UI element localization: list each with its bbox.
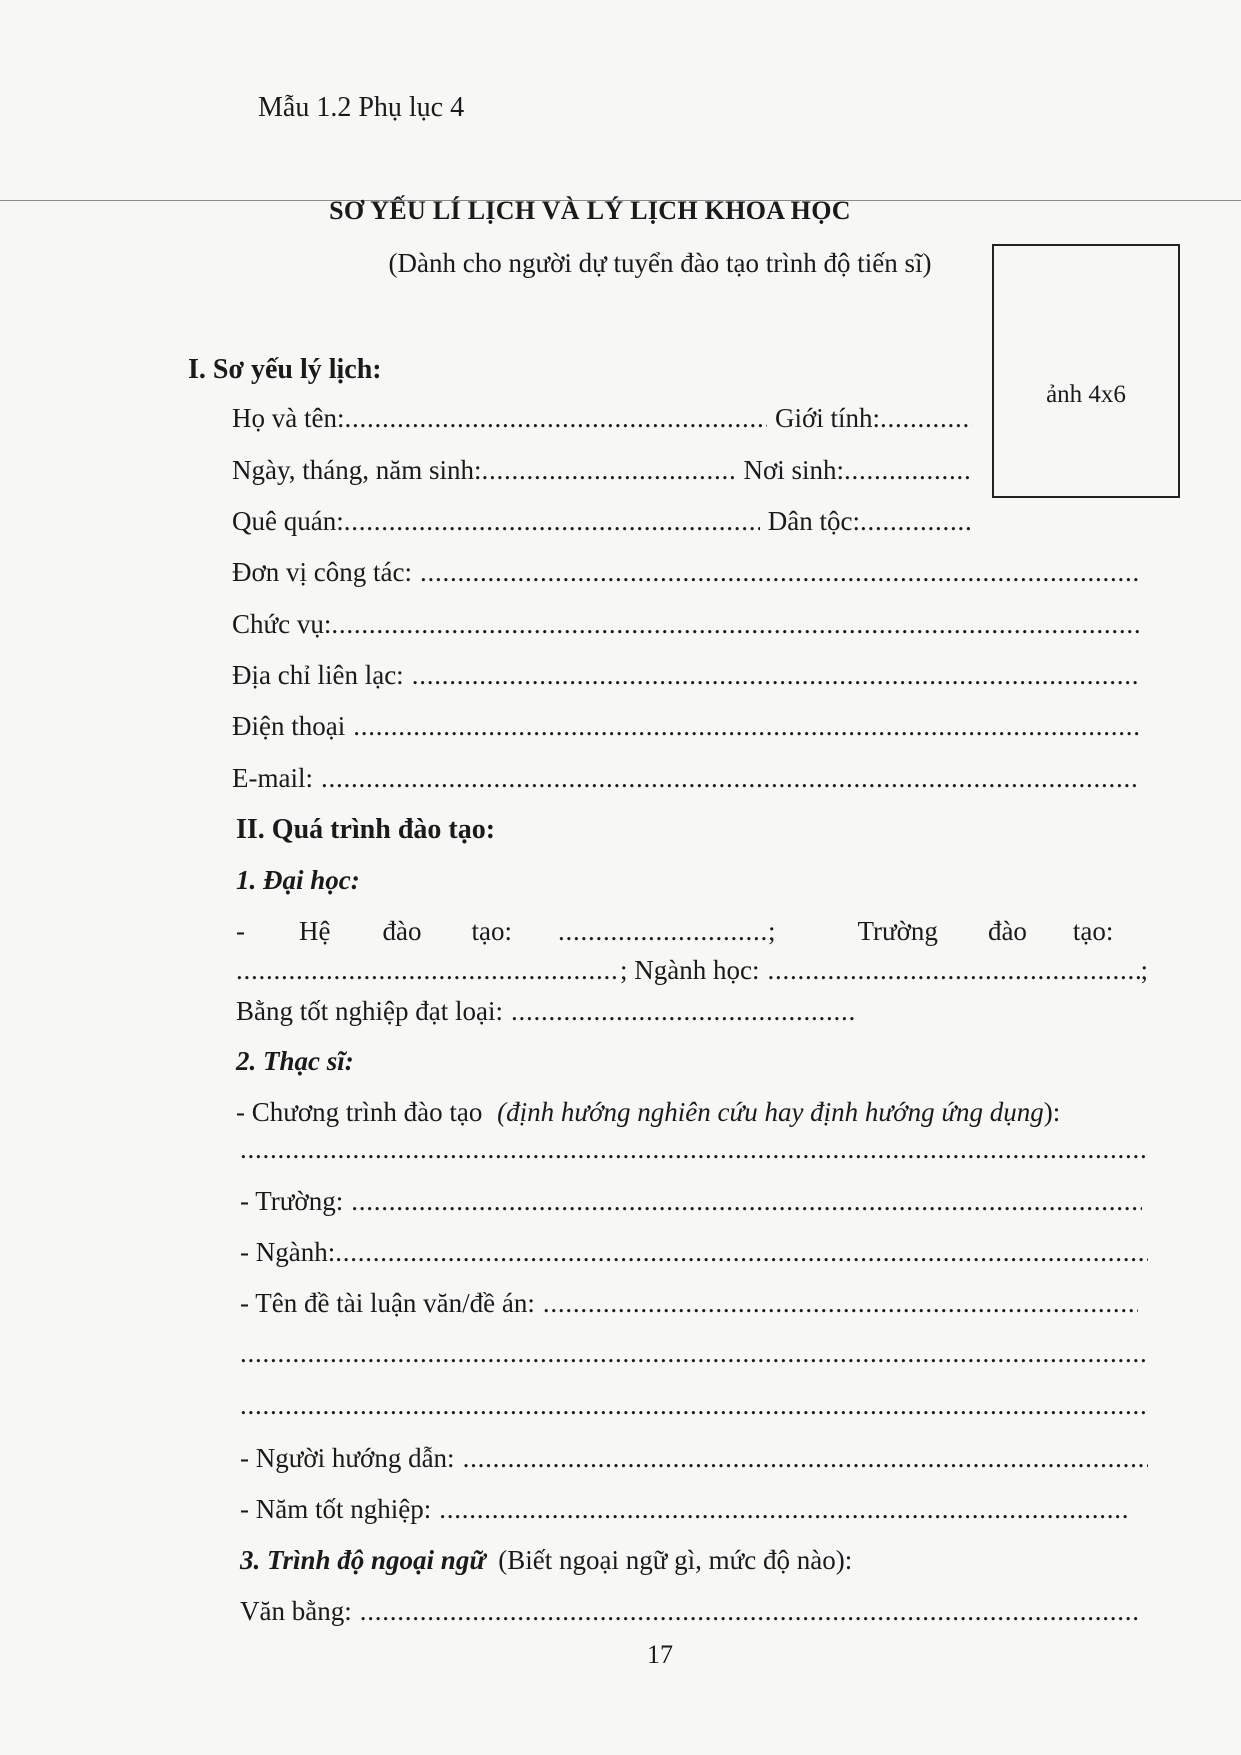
hometown-row xyxy=(232,506,972,537)
photo-placeholder[interactable] xyxy=(992,244,1180,498)
master-title: 2. Thạc sĩ: xyxy=(236,1046,354,1076)
position-field[interactable] xyxy=(331,609,1140,640)
university-title: 1. Đại học: xyxy=(236,865,360,895)
birthplace-field[interactable] xyxy=(844,455,972,486)
university-school-field[interactable] xyxy=(236,955,620,986)
school-word-3: tạo: xyxy=(1072,916,1114,946)
language-title: 3. Trình độ ngoại ngữ xyxy=(240,1545,486,1575)
advisor-row xyxy=(240,1443,1148,1474)
language-note: (Biết ngoại ngữ gì, mức độ nào): xyxy=(498,1545,853,1575)
gender-field[interactable] xyxy=(880,403,972,434)
university-mode-row: - Hệ đào tạo: . . . ; Trường đào tạo: xyxy=(236,916,1148,947)
position-row xyxy=(232,609,1140,640)
dob-field[interactable] xyxy=(481,455,735,486)
master-school-row xyxy=(240,1186,1142,1217)
position-label: Chức vụ: xyxy=(232,609,332,639)
advisor-field[interactable] xyxy=(463,1443,1148,1474)
language-row xyxy=(240,1545,852,1576)
master-program-row xyxy=(236,1097,1060,1128)
certificate-label: Văn bằng: xyxy=(240,1596,352,1626)
full-name-row xyxy=(232,403,972,434)
thesis-field-2[interactable] xyxy=(240,1338,1148,1369)
workplace-label: Đơn vị công tác: xyxy=(232,557,412,587)
dob-label: Ngày, tháng, năm sinh: xyxy=(232,455,482,485)
grad-year-row xyxy=(240,1494,1130,1525)
document-title: SƠ YẾU LÍ LỊCH VÀ LÝ LỊCH KHOA HỌC xyxy=(329,196,851,225)
university-major-label: ; Ngành học: xyxy=(620,955,760,985)
advisor-label: - Người hướng dẫn: xyxy=(240,1443,455,1473)
degree-field[interactable] xyxy=(511,996,856,1027)
birthplace-label: Nơi sinh: xyxy=(743,455,844,485)
mode-word-1: Hệ xyxy=(299,916,331,946)
thesis-field-3[interactable] xyxy=(240,1390,1148,1421)
thesis-label: - Tên đề tài luận văn/đề án: xyxy=(240,1288,535,1318)
thesis-line-2 xyxy=(240,1338,1148,1369)
master-major-row xyxy=(240,1237,1148,1268)
ethnicity-field[interactable] xyxy=(860,506,972,537)
page-number: 17 xyxy=(647,1640,673,1669)
address-label: Địa chỉ liên lạc: xyxy=(232,660,404,690)
dob-row xyxy=(232,455,972,486)
dash-marker: - xyxy=(236,916,245,946)
full-name-label: Họ và tên: xyxy=(232,403,345,433)
phone-field[interactable] xyxy=(353,711,1140,742)
email-label: E-mail: xyxy=(232,763,313,793)
master-program-note: (định hướng nghiên cứu hay định hướng ứng dụng xyxy=(497,1097,1044,1127)
mode-word-3: tạo: xyxy=(471,916,512,946)
master-school-field[interactable] xyxy=(351,1186,1142,1217)
mode-word-2: đào xyxy=(382,916,422,946)
school-word-1: Trường xyxy=(857,916,938,946)
master-program-line xyxy=(240,1134,1148,1165)
hometown-label: Quê quán: xyxy=(232,506,344,536)
thesis-field[interactable] xyxy=(543,1288,1138,1319)
document-subtitle: (Dành cho người dự tuyển đào tạo trình độ tiến sĩ) xyxy=(388,248,932,278)
degree-label: Bằng tốt nghiệp đạt loại: xyxy=(236,996,503,1026)
master-program-end: ): xyxy=(1043,1097,1061,1127)
section2-heading: II. Quá trình đào tạo: xyxy=(236,814,496,845)
hometown-field[interactable] xyxy=(344,506,760,537)
full-name-field[interactable] xyxy=(344,403,766,434)
university-major-field[interactable] xyxy=(767,955,1140,986)
degree-row xyxy=(236,996,856,1027)
grad-year-field[interactable] xyxy=(439,1494,1130,1525)
workplace-field[interactable] xyxy=(420,557,1140,588)
phone-label: Điện thoại xyxy=(232,711,346,741)
school-word-2: đào xyxy=(987,916,1027,946)
certificate-row xyxy=(240,1596,1138,1627)
master-program-label: - Chương trình đào tạo xyxy=(236,1097,483,1127)
master-major-field[interactable] xyxy=(335,1237,1148,1268)
university-school-row: . . . ; Ngành học: . . . ; xyxy=(236,955,1148,986)
email-field[interactable] xyxy=(321,763,1140,794)
form-code: Mẫu 1.2 Phụ lục 4 xyxy=(258,92,465,123)
master-program-field[interactable] xyxy=(240,1134,1148,1165)
training-mode-field[interactable] xyxy=(558,916,768,947)
grad-year-label: - Năm tốt nghiệp: xyxy=(240,1494,432,1524)
address-field[interactable] xyxy=(412,660,1140,691)
address-row xyxy=(232,660,1140,691)
gender-label: Giới tính: xyxy=(774,403,880,433)
thesis-row xyxy=(240,1288,1138,1319)
phone-row xyxy=(232,711,1140,742)
thesis-line-3 xyxy=(240,1390,1148,1421)
section1-heading: I. Sơ yếu lý lịch: xyxy=(188,354,382,385)
master-school-label: - Trường: xyxy=(240,1186,344,1216)
master-major-label: - Ngành: xyxy=(240,1237,336,1267)
email-row xyxy=(232,763,1140,794)
workplace-row xyxy=(232,557,1140,588)
ethnicity-label: Dân tộc: xyxy=(767,506,860,536)
certificate-field[interactable] xyxy=(360,1596,1138,1627)
photo-label: ảnh 4x6 xyxy=(1046,381,1126,408)
